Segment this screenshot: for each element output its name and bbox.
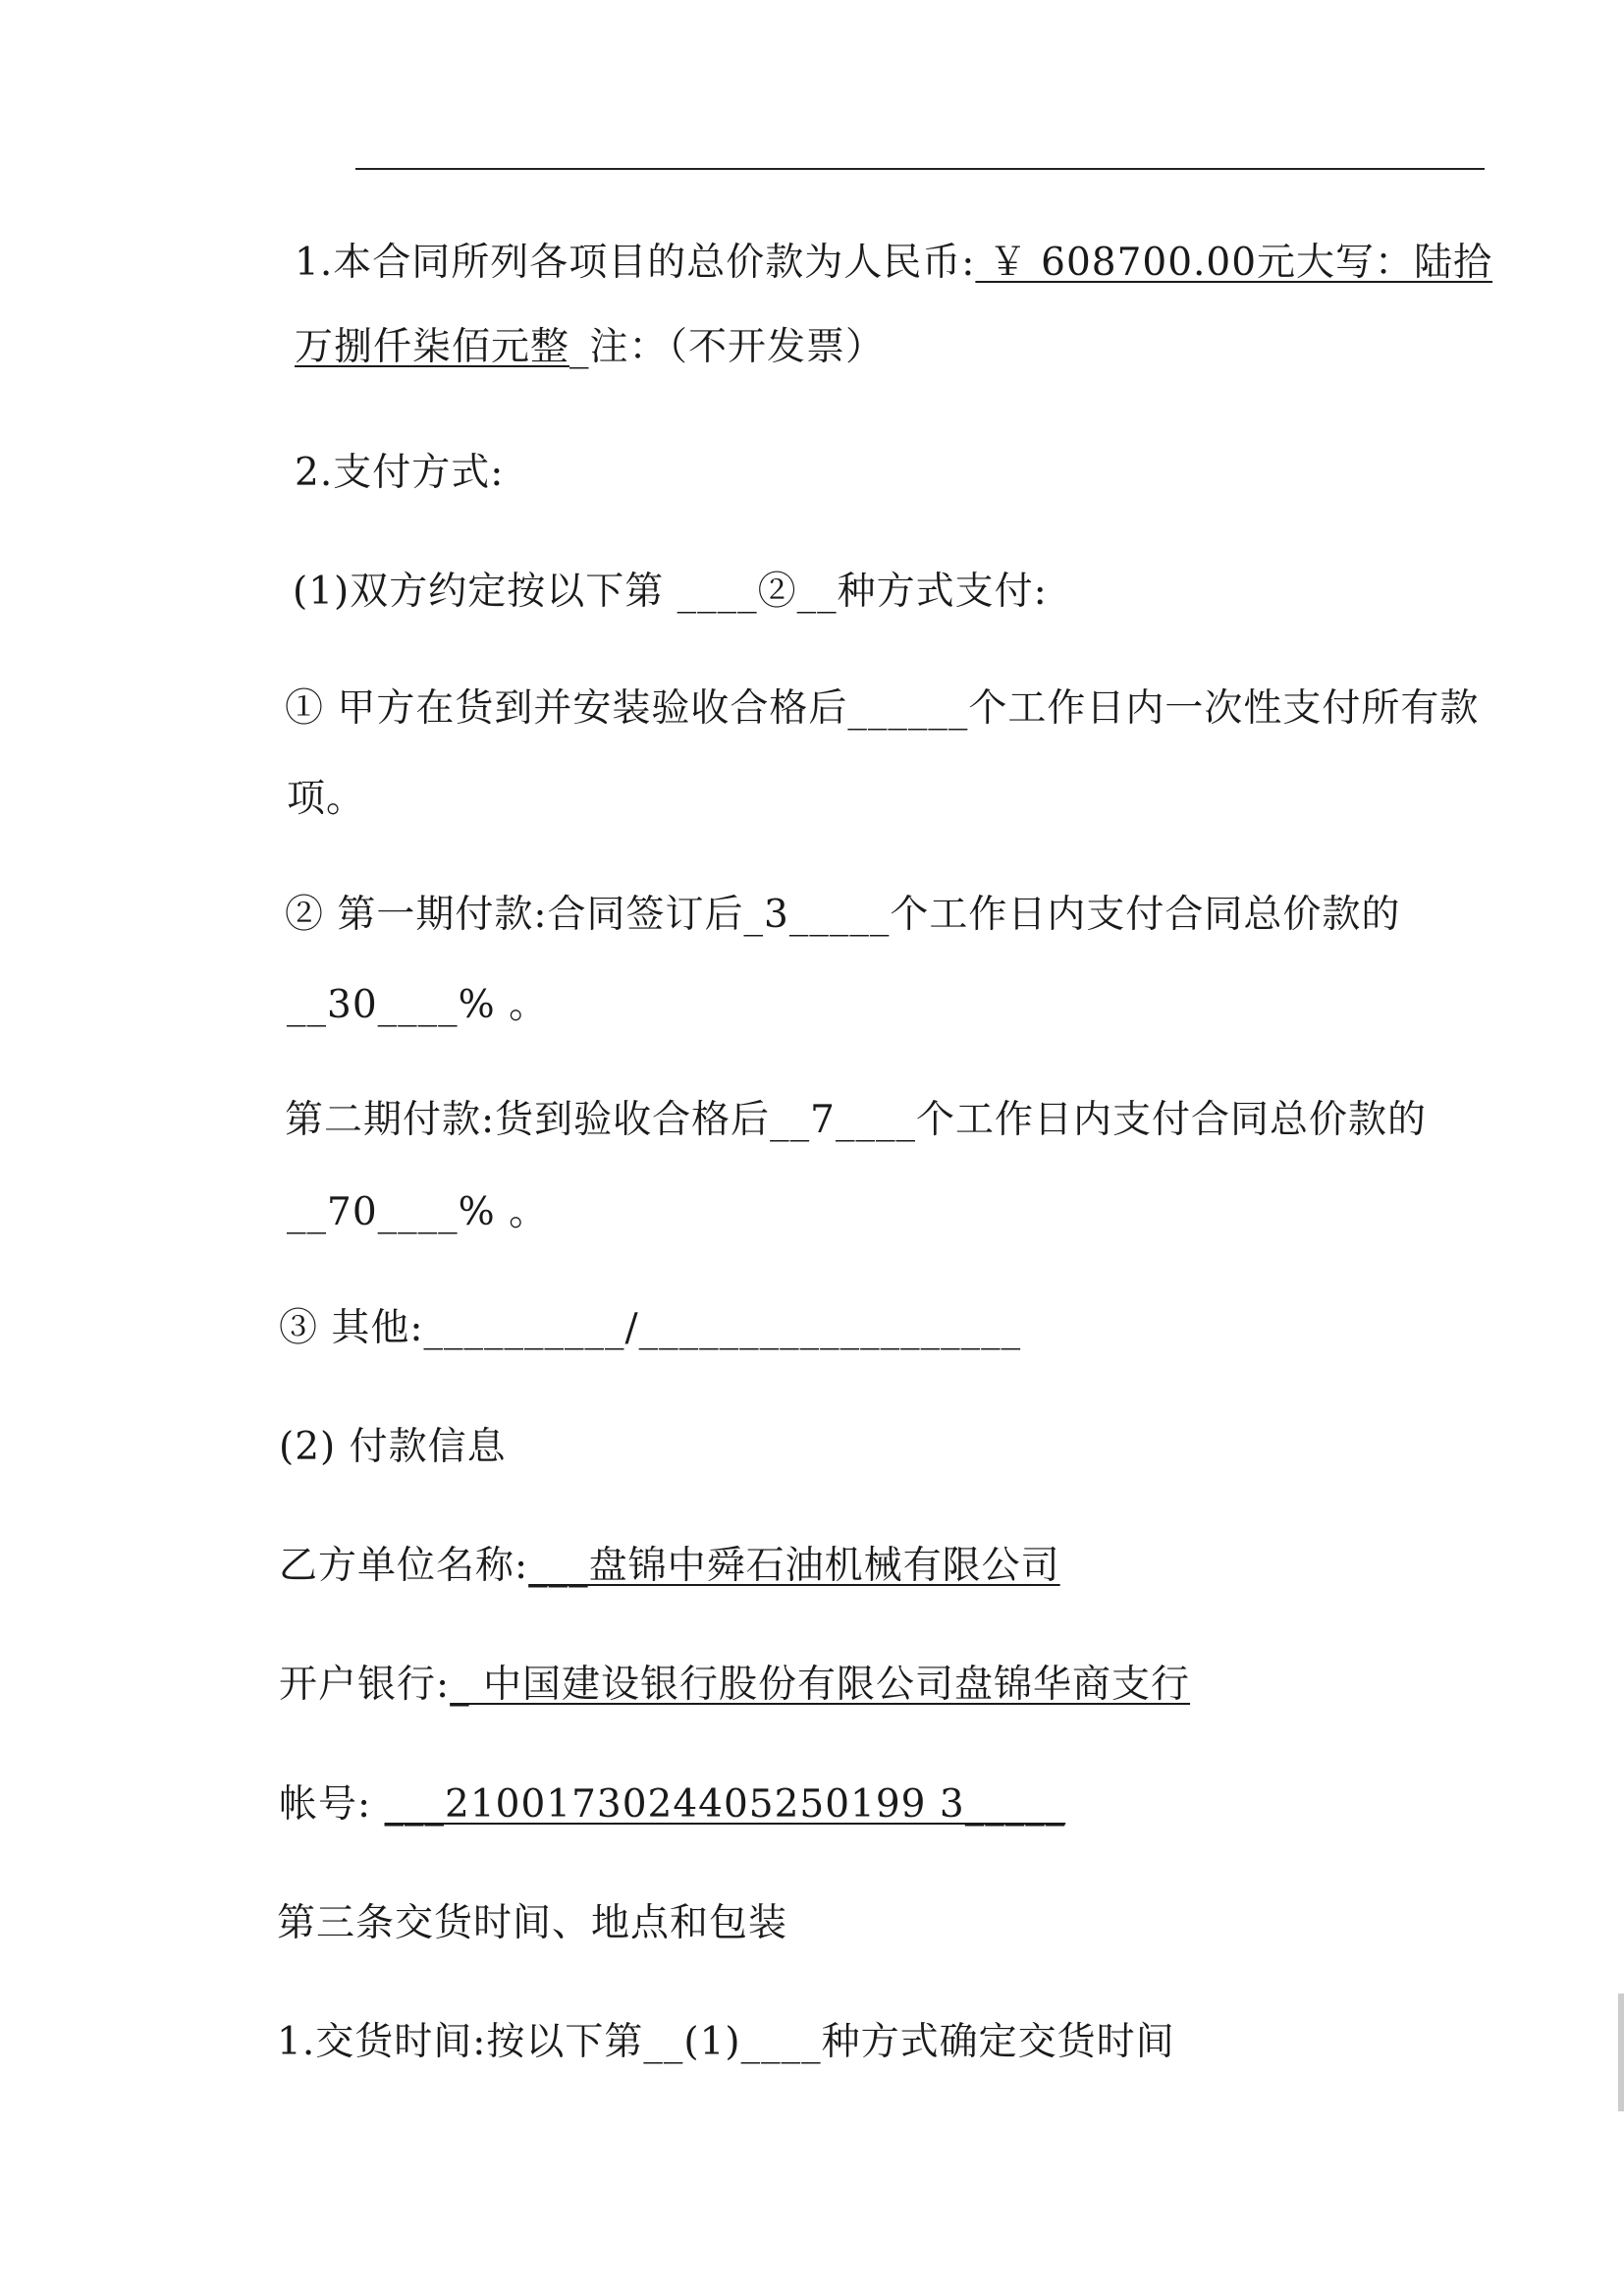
delivery-time-line: 1.交货时间:按以下第__(1)____种方式确定交货时间 xyxy=(277,2020,1175,2064)
scan-edge-mark xyxy=(1618,1994,1624,2111)
payee-name-line xyxy=(279,1543,1060,1590)
payee-name-label: 乙方单位名称: xyxy=(279,1544,529,1588)
article-3-heading: 第三条交货时间、地点和包装 xyxy=(277,1901,788,1945)
top-rule-divider xyxy=(355,168,1485,170)
payment-option-1: ① 甲方在货到并安装验收合格后______个工作日内一次性支付所有款 xyxy=(285,686,1480,731)
bank-line xyxy=(279,1662,1190,1709)
second-payment-percent: __70____% 。 xyxy=(287,1190,549,1234)
payment-option-choice: (1)双方约定按以下第 ____②__种方式支付: xyxy=(293,570,1048,614)
total-price-words: 万捌仟柒佰元整 xyxy=(295,325,570,369)
account-line xyxy=(279,1781,1065,1829)
account-value: ___2100173024405250199 3_____ xyxy=(384,1782,1066,1827)
payment-option-other: ③ 其他:__________/___________________ xyxy=(279,1306,1022,1350)
total-price-label: 1.本合同所列各项目的总价款为人民币: xyxy=(295,241,976,285)
total-price-line xyxy=(295,240,1492,287)
account-label: 帐号: xyxy=(279,1782,385,1827)
first-payment-percent: __30____% 。 xyxy=(287,983,549,1027)
total-price-line-2 xyxy=(295,324,885,371)
payment-option-2-second: 第二期付款:货到验收合格后__7____个工作日内支付合同总价款的 xyxy=(285,1098,1427,1142)
payment-info-heading: (2) 付款信息 xyxy=(279,1425,507,1469)
payee-name-value: ___盘锦中舜石油机械有限公司 xyxy=(528,1544,1060,1588)
payment-option-1-cont: 项。 xyxy=(287,777,366,821)
payment-option-2-first: ② 第一期付款:合同签订后_3_____个工作日内支付合同总价款的 xyxy=(285,893,1401,937)
invoice-note: _注：（不开发票） xyxy=(569,325,886,369)
payment-method-heading: 2.支付方式: xyxy=(295,451,505,495)
bank-value: _ 中国建设银行股份有限公司盘锦华商支行 xyxy=(450,1663,1191,1707)
total-price-value: ￥ 608700.00元大写：陆拾 xyxy=(975,241,1493,285)
bank-label: 开户银行: xyxy=(279,1663,451,1707)
